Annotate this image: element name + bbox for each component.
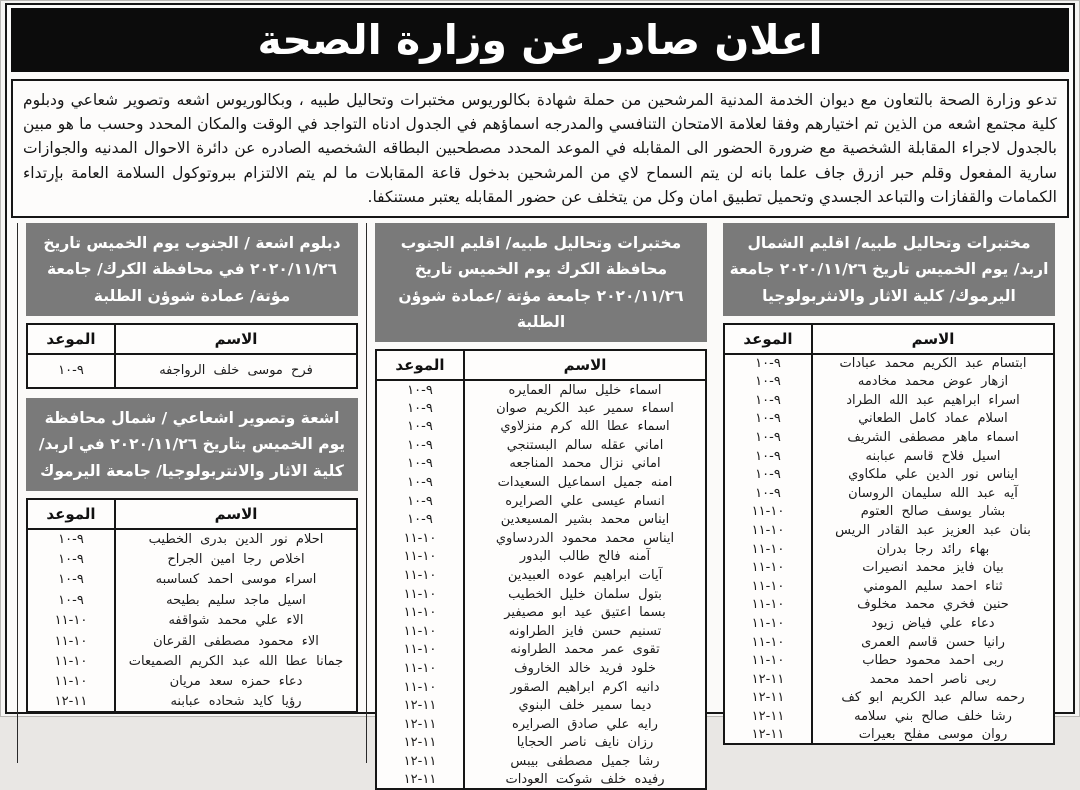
table-row bbox=[376, 529, 706, 548]
candidate-name: ثناء احمد سليم المومني bbox=[812, 577, 1054, 596]
appointment-time: ٩-١٠ bbox=[407, 493, 433, 509]
appointment-time: ٩-١٠ bbox=[407, 437, 433, 453]
candidate-name: آمنه فالح طالب البدور bbox=[464, 548, 706, 567]
appointment-time: ١٠-١١ bbox=[751, 504, 785, 520]
table-row bbox=[724, 596, 1054, 615]
candidate-name: اسماء سمير عبد الكريم صوان bbox=[464, 399, 706, 418]
table-row bbox=[376, 734, 706, 753]
table-row bbox=[724, 558, 1054, 577]
appointment-time: ١٠-١١ bbox=[751, 523, 785, 539]
column-radiology bbox=[17, 223, 366, 763]
candidate-name: آيات ابراهيم عوده العبيدين bbox=[464, 566, 706, 585]
table-row bbox=[724, 614, 1054, 633]
appointment-time: ١٠-١١ bbox=[751, 541, 785, 557]
appointment-time: ٩-١٠ bbox=[58, 572, 84, 588]
table-row bbox=[376, 399, 706, 418]
table-row bbox=[724, 707, 1054, 726]
candidate-name: اسماء ماهر مصطفى الشريف bbox=[812, 428, 1054, 447]
candidate-name: آيه عبد الله سليمان الروسان bbox=[812, 484, 1054, 503]
appointment-time: ٩-١٠ bbox=[407, 512, 433, 528]
table-row bbox=[27, 692, 357, 712]
table-row bbox=[724, 447, 1054, 466]
table-row bbox=[27, 549, 357, 569]
table-row bbox=[27, 672, 357, 692]
table-row bbox=[376, 510, 706, 529]
appointment-time: ١٠-١١ bbox=[751, 653, 785, 669]
candidate-name: الاء محمود مصطفى القرعان bbox=[115, 631, 357, 651]
table-row bbox=[376, 455, 706, 474]
appointment-time: ٩-١٠ bbox=[407, 456, 433, 472]
candidate-name: بهاء رائد رجا بدران bbox=[812, 540, 1054, 559]
appointment-time: ١٠-١١ bbox=[403, 567, 437, 583]
section-labs-north bbox=[723, 223, 1055, 746]
candidate-name: اسيل فلاح قاسم عبابنه bbox=[812, 447, 1054, 466]
section-radiology-diploma bbox=[26, 223, 358, 389]
candidate-name: اسراء ابراهيم عبد الله الطراد bbox=[812, 391, 1054, 410]
appointment-time: ١١-١٢ bbox=[751, 727, 785, 743]
candidate-name: جمانا عطا الله عبد الكريم الصميعات bbox=[115, 651, 357, 671]
appointment-time: ١١-١٢ bbox=[403, 698, 437, 714]
candidate-name: بتول سلمان خليل الخطيب bbox=[464, 585, 706, 604]
candidate-name: اماني نزال محمد المناجعه bbox=[464, 455, 706, 474]
column-north-irbid bbox=[715, 223, 1063, 763]
appointment-time: ٩-١٠ bbox=[58, 552, 84, 567]
table-row bbox=[376, 417, 706, 436]
appointment-time: ٩-١٠ bbox=[755, 411, 781, 427]
candidate-name: روان موسى مفلح بعيرات bbox=[812, 726, 1054, 745]
table-header-row bbox=[27, 324, 357, 354]
appointment-time: ٩-١٠ bbox=[755, 430, 781, 446]
table-row bbox=[724, 651, 1054, 670]
table-row bbox=[724, 670, 1054, 689]
table-row bbox=[376, 641, 706, 660]
appointment-time: ١٠-١١ bbox=[403, 660, 437, 676]
appointment-time: ٩-١٠ bbox=[407, 400, 433, 416]
appointment-time: ١١-١٢ bbox=[403, 753, 437, 769]
table-row bbox=[724, 372, 1054, 391]
candidate-name: اسماء عطا الله كرم منزلاوي bbox=[464, 417, 706, 436]
name-column-header: الاسم bbox=[464, 350, 706, 380]
candidate-name: رشا جميل مصطفى بيبس bbox=[464, 752, 706, 771]
appointment-time: ١١-١٢ bbox=[403, 716, 437, 732]
candidate-name: ايناس محمد محمود الدردساوي bbox=[464, 529, 706, 548]
appointment-time: ٩-١٠ bbox=[407, 475, 433, 490]
candidate-name: ديما سمير خلف البنوي bbox=[464, 696, 706, 715]
candidate-name: دعاء علي فياض زيود bbox=[812, 614, 1054, 633]
appointment-time: ١٠-١١ bbox=[751, 560, 785, 576]
table-row bbox=[376, 436, 706, 455]
candidate-name: تقوى عمر محمد الطراونه bbox=[464, 641, 706, 660]
candidate-name: بشار يوسف صالح العتوم bbox=[812, 503, 1054, 522]
candidate-name: رحمه سالم عبد الكريم ابو كف bbox=[812, 689, 1054, 708]
candidate-name: حنين فخري محمد مخلوف bbox=[812, 596, 1054, 615]
section-labs-south bbox=[375, 223, 707, 790]
time-column-header: الموعد bbox=[27, 324, 115, 354]
candidate-name: ايناس محمد بشير المسيعدين bbox=[464, 510, 706, 529]
appointment-time: ٩-١٠ bbox=[755, 392, 781, 408]
schedule-columns bbox=[11, 223, 1069, 787]
table-row bbox=[724, 521, 1054, 540]
table-row bbox=[376, 585, 706, 604]
section-radiology-imaging bbox=[26, 398, 358, 714]
table-row bbox=[27, 590, 357, 610]
appointment-time: ١١-١٢ bbox=[403, 772, 437, 787]
appointment-time: ١١-١٢ bbox=[751, 690, 785, 706]
candidate-name: رؤيا كايد شحاده عبابنه bbox=[115, 692, 357, 712]
section-header-north: مختبرات وتحاليل طبيه/ اقليم الشمال اربد/ يوم الخميس تاريخ ٢٠٢٠/١١/٢٦ جامعة اليرموك/ كلية الاثار والانثربولوجيا bbox=[723, 223, 1055, 316]
intro-paragraph: تدعو وزارة الصحة بالتعاون مع ديوان الخدمة المدنية المرشحين من حملة شهادة بكالوريوس مختبرات وتحاليل طبيه ، وبكالوريوس اشعه وتصوير شعاعي ودبلوم كلية مجتمع اشعه من الذين تم اختيارهم وفقا لعلامة الامتحان التنافسي والمدرجه اسماؤهم في الجدول ادناه التواجد في الوقت والمكان المحدد وحسب ما هو مبين بالجدول لاجراء المقابلة الشخصية مع ضرورة الحضور الى المقابله في الموعد المحدد مصطحبين البطاقه الشخصيه الصادره عن دائرة الاحوال المدنيه والجوازات سارية المفعول وقلم حبر ازرق جاف علما بانه لن يتم السماح لاي من المرشحين بدخول قاعة المقابلات ما لم يتم الالتزام ببروتوكول السلامة العامة بإرتداء الكمامات والقفازات والتباعد الجسدي وتحميل تطبيق امان وكل من يتخلف عن حضور المقابله يعتبر مستنكفا. bbox=[11, 79, 1069, 218]
table-row bbox=[724, 484, 1054, 503]
candidate-name: ابتسام عبد الكريم محمد عبادات bbox=[812, 354, 1054, 373]
section-header-south: مختبرات وتحاليل طبيه/ اقليم الجنوب محافظة الكرك يوم الخميس تاريخ ٢٠٢٠/١١/٢٦ جامعة مؤتة /عمادة شوؤن الطلبة bbox=[375, 223, 707, 342]
candidate-name: بيان فايز محمد انصيرات bbox=[812, 558, 1054, 577]
time-column-header: الموعد bbox=[27, 499, 115, 529]
table-row bbox=[724, 354, 1054, 373]
name-column-header: الاسم bbox=[115, 499, 357, 529]
table-header-row bbox=[724, 324, 1054, 354]
appointment-time: ١٠-١١ bbox=[54, 613, 88, 629]
table-row bbox=[376, 771, 706, 790]
table-row bbox=[376, 715, 706, 734]
candidate-name: تسنيم حسن فايز الطراونه bbox=[464, 622, 706, 641]
appointment-time: ٩-١٠ bbox=[58, 363, 84, 379]
candidate-name: انسام عيسى علي الصرايره bbox=[464, 492, 706, 511]
appointment-time: ١٠-١١ bbox=[403, 586, 437, 602]
candidate-name: رايه علي صادق الصرايره bbox=[464, 715, 706, 734]
name-column-header: الاسم bbox=[115, 324, 357, 354]
table-row bbox=[724, 465, 1054, 484]
appointment-time: ١٠-١١ bbox=[403, 642, 437, 658]
appointment-time: ١١-١٢ bbox=[403, 735, 437, 751]
appointment-time: ٩-١٠ bbox=[58, 592, 84, 608]
appointment-time: ١٠-١١ bbox=[751, 578, 785, 594]
table-row bbox=[376, 752, 706, 771]
table-row bbox=[376, 622, 706, 641]
appointment-time: ١٠-١١ bbox=[403, 605, 437, 621]
appointment-time: ١٠-١١ bbox=[54, 674, 88, 690]
table-header-row bbox=[376, 350, 706, 380]
appointment-time: ١٠-١١ bbox=[54, 633, 88, 649]
time-column-header: الموعد bbox=[724, 324, 812, 354]
table-row bbox=[376, 492, 706, 511]
candidate-name: فرح موسى خلف الرواجفه bbox=[115, 354, 357, 388]
appointments-table-north bbox=[723, 323, 1055, 745]
time-column-header: الموعد bbox=[376, 350, 464, 380]
table-row bbox=[724, 633, 1054, 652]
appointments-table-radiology-diploma bbox=[26, 323, 358, 389]
candidate-name: رزان نايف ناصر الحجايا bbox=[464, 734, 706, 753]
candidate-name: اسلام عماد كامل الطعاني bbox=[812, 410, 1054, 429]
appointment-time: ٩-١٠ bbox=[755, 448, 781, 464]
candidate-name: احلام نور الدين بدرى الخطيب bbox=[115, 529, 357, 549]
appointment-time: ٩-١٠ bbox=[407, 419, 433, 435]
table-row bbox=[724, 428, 1054, 447]
appointment-time: ٩-١٠ bbox=[58, 532, 84, 548]
appointment-time: ٩-١٠ bbox=[755, 485, 781, 501]
candidate-name: رشا خلف صالح بني سلامه bbox=[812, 707, 1054, 726]
candidate-name: دانيه اكرم ابراهيم الصقور bbox=[464, 678, 706, 697]
table-header-row bbox=[27, 499, 357, 529]
section-header-radiology-diploma: دبلوم اشعة / الجنوب يوم الخميس تاريخ ٢٠٢٠/١١/٢٦ في محافظة الكرك/ جامعة مؤتة/ عمادة شوؤن الطلبة bbox=[26, 223, 358, 316]
table-row bbox=[376, 696, 706, 715]
candidate-name: بسما اعتيق عيد ابو مصيفير bbox=[464, 603, 706, 622]
appointment-time: ١٠-١١ bbox=[403, 623, 437, 639]
table-row bbox=[376, 678, 706, 697]
appointment-time: ١١-١٢ bbox=[54, 694, 88, 710]
table-row bbox=[376, 380, 706, 399]
candidate-name: اماني عقله سالم البستنجي bbox=[464, 436, 706, 455]
candidate-name: رانيا حسن قاسم العمرى bbox=[812, 633, 1054, 652]
appointment-time: ١١-١٢ bbox=[751, 671, 785, 687]
candidate-name: خلود فريد خالد الخاروف bbox=[464, 659, 706, 678]
appointment-time: ١٠-١١ bbox=[751, 616, 785, 631]
appointments-table-south bbox=[375, 349, 707, 790]
appointment-time: ١٠-١١ bbox=[403, 530, 437, 546]
appointment-time: ١٠-١١ bbox=[54, 653, 88, 669]
table-row bbox=[724, 577, 1054, 596]
table-row bbox=[27, 570, 357, 590]
table-row bbox=[724, 540, 1054, 559]
appointment-time: ١١-١٢ bbox=[751, 708, 785, 724]
appointment-time: ٩-١٠ bbox=[755, 467, 781, 483]
appointments-table-radiology-imaging bbox=[26, 498, 358, 714]
appointment-time: ١٠-١١ bbox=[403, 549, 437, 565]
appointment-time: ١٠-١١ bbox=[751, 597, 785, 613]
appointment-time: ٩-١٠ bbox=[407, 382, 433, 398]
candidate-name: دعاء حمزه سعد مريان bbox=[115, 672, 357, 692]
section-header-radiology-imaging: اشعة وتصوير اشعاعي / شمال محافظة يوم الخميس بتاريخ ٢٠٢٠/١١/٢٦ في اربد/ كلية الاثار والانتربولوجيا/ جامعة اليرموك bbox=[26, 398, 358, 491]
table-row bbox=[27, 610, 357, 630]
table-row bbox=[724, 726, 1054, 745]
table-row bbox=[376, 548, 706, 567]
appointment-time: ٩-١٠ bbox=[755, 356, 781, 372]
candidate-name: اسماء خليل سالم العمايره bbox=[464, 380, 706, 399]
candidate-name: ربى ناصر احمد محمد bbox=[812, 670, 1054, 689]
table-row bbox=[376, 603, 706, 622]
table-row bbox=[376, 659, 706, 678]
appointment-time: ١٠-١١ bbox=[751, 634, 785, 650]
table-row bbox=[27, 631, 357, 651]
appointment-time: ٩-١٠ bbox=[755, 374, 781, 390]
name-column-header: الاسم bbox=[812, 324, 1054, 354]
table-row bbox=[27, 529, 357, 549]
table-row bbox=[376, 566, 706, 585]
title-banner bbox=[11, 8, 1069, 72]
table-row bbox=[724, 391, 1054, 410]
appointment-time: ١٠-١١ bbox=[403, 679, 437, 695]
page-title: اعلان صادر عن وزارة الصحة bbox=[257, 16, 823, 64]
candidate-name: اخلاص رجا امين الجراح bbox=[115, 549, 357, 569]
table-row bbox=[724, 503, 1054, 522]
candidate-name: الاء علي محمد شواقفه bbox=[115, 610, 357, 630]
candidate-name: رفيده خلف شوكت العودات bbox=[464, 771, 706, 790]
announcement-sheet bbox=[5, 3, 1075, 787]
table-row bbox=[27, 354, 357, 388]
column-south-karak bbox=[366, 223, 715, 787]
candidate-name: بنان عبد العزيز عبد القادر الريس bbox=[812, 521, 1054, 540]
candidate-name: امنه جميل اسماعيل السعيدات bbox=[464, 473, 706, 492]
candidate-name: اسراء موسى احمد كساسبه bbox=[115, 570, 357, 590]
candidate-name: ايناس نور الدين علي ملكاوي bbox=[812, 465, 1054, 484]
table-row bbox=[724, 410, 1054, 429]
table-row bbox=[376, 473, 706, 492]
table-row bbox=[724, 689, 1054, 708]
table-row bbox=[27, 651, 357, 671]
candidate-name: اسيل ماجد سليم بطيحه bbox=[115, 590, 357, 610]
candidate-name: ازهار عوض محمد مخادمه bbox=[812, 372, 1054, 391]
candidate-name: ربى احمد محمود حطاب bbox=[812, 651, 1054, 670]
